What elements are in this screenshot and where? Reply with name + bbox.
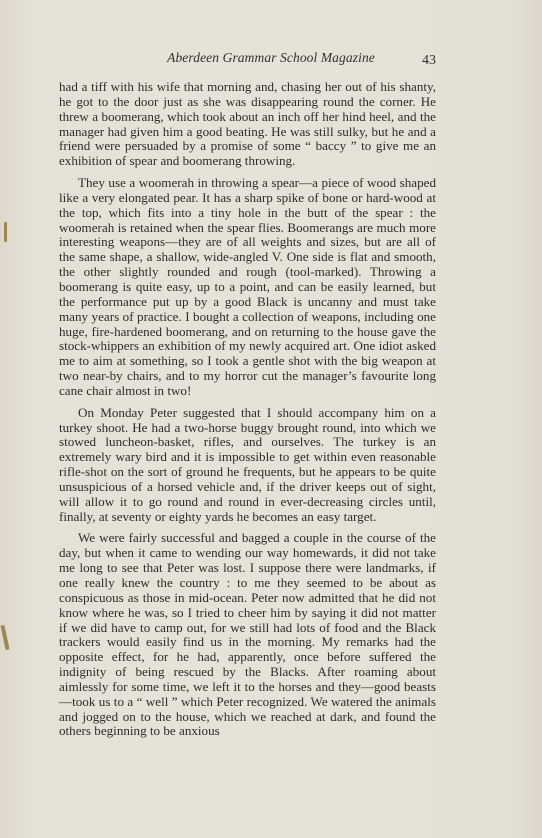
paragraph: They use a woomerah in throwing a spear—a piece of wood shaped like a very elongated pear. It has a sharp spike of bone or hard-wood at the top, which fits into a tiny hole in the butt of the spear : the woomerah is retained when the spear flies. Boomerangs are much more interesting weapons—they are of all weights and sizes, but are all of the same shape, a shallow, wide-angled V. One side is flat and smooth, the other slightly rounded and rough (tool-marked). Throwing a boomerang is quite easy, up to a point, and can be easily learned, but the performance put up by a good Black is uncanny and must take many years of practice. I bought a collection of weapons, including one huge, fire-hardened boomerang, and on returning to the house gave the stock-whippers an exhibition of my newly acquired art. One idiot asked me to aim at something, so I took a gentle shot with the big weapon at two near-by chairs, and to my horror cut the manager’s favourite long cane chair almost in two! [59,175,436,398]
running-title: Aberdeen Grammar School Magazine [167,50,375,65]
paragraph: had a tiff with his wife that morning and, chasing her out of his shanty, he got to the door just as she was disappearing round the corner. He threw a boomerang, which took about an inch off her hind heel, and the manager had given him a good beating. He was still sulky, but he and a friend were persuaded by a promise of some “ baccy ” to give me an exhibition of spear and boomerang throwing. [59,79,436,169]
paragraph: On Monday Peter suggested that I should accompany him on a turkey shoot. He had a two-horse buggy brought round, into which we stowed luncheon-basket, rifles, and ourselves. The turkey is an extremely wary bird and it is impossible to get within even reasonable rifle-shot on the sort of ground he frequents, but he appears to be quite unsuspicious of a horsed vehicle and, if the driver keeps out of sight, will allow it to go round and round in ever-decreasing circles until, finally, at seventy or eighty yards he becomes an easy target. [59,404,436,524]
margin-stain-mark [0,625,9,650]
page-header [0,50,542,70]
body-text [59,80,436,746]
paragraph: We were fairly successful and bagged a couple in the course of the day, but when it came to wending our way homewards, it did not take me long to see that Peter was lost. I suppose there were landmarks, if one really knew the country : to me they seemed to be about as conspicuous as those in mid-ocean. Peter now admitted that he did not know where he was, so I tried to cheer him by saying it did not matter if we did have to camp out, for we still had lots of food and the Black trackers would easily find us in the morning. My remarks had the opposite effect, for he had, apparently, once before suffered the indignity of being rescued by the Blacks. After roaming about aimlessly for some time, we left it to the horses and they—good beasts—took us to a “ well ” which Peter recognized. We watered the animals and jogged on to the house, which we reached at dark, and found the others beginning to be anxious [59,530,436,739]
page-number: 43 [422,53,436,68]
margin-stain-mark [4,222,7,242]
